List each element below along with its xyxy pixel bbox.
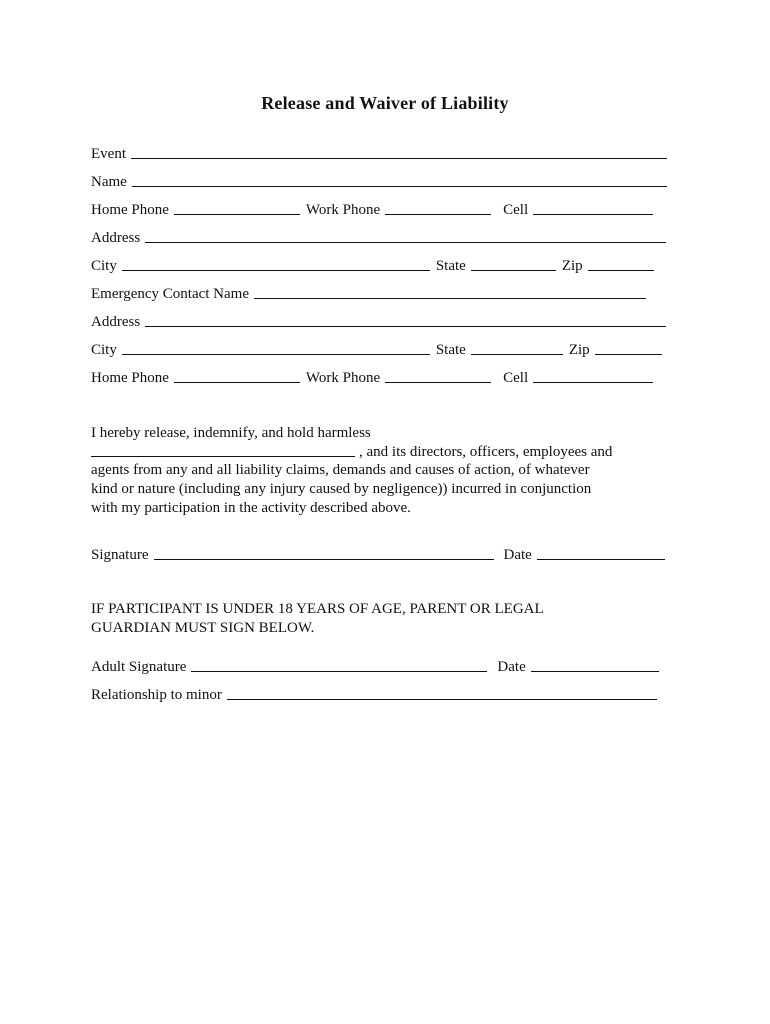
cell-label-2: Cell xyxy=(503,370,529,386)
release-paragraph xyxy=(91,424,691,518)
adult-date-field-line[interactable] xyxy=(531,671,659,672)
name-label: Name xyxy=(91,174,127,190)
state-field-line[interactable] xyxy=(471,270,556,271)
work-phone-field-line[interactable] xyxy=(385,214,491,215)
state-label-2: State xyxy=(435,342,466,358)
address-label: Address xyxy=(91,230,141,246)
minor-notice xyxy=(91,600,691,638)
adult-date-label: Date xyxy=(497,659,526,675)
release-line-2-row xyxy=(91,443,691,462)
cell-field-line[interactable] xyxy=(533,214,653,215)
home-phone-field-line-2[interactable] xyxy=(174,382,300,383)
address-row-1 xyxy=(91,227,672,247)
relationship-row xyxy=(91,684,663,704)
emergency-contact-label: Emergency Contact Name xyxy=(91,286,249,302)
zip-field-line-2[interactable] xyxy=(595,354,662,355)
adult-signature-field-line[interactable] xyxy=(191,671,487,672)
home-phone-field-line[interactable] xyxy=(174,214,300,215)
emergency-contact-row xyxy=(91,283,652,303)
minor-notice-line-1: IF PARTICIPANT IS UNDER 18 YEARS OF AGE, PARENT OR LEGAL xyxy=(91,601,544,617)
event-label: Event xyxy=(91,146,126,162)
work-phone-field-line-2[interactable] xyxy=(385,382,491,383)
relationship-label: Relationship to minor xyxy=(91,687,222,703)
date-field-line[interactable] xyxy=(537,559,665,560)
city-row-1 xyxy=(91,255,660,275)
event-field-line[interactable] xyxy=(131,158,667,159)
phone-row-1 xyxy=(91,199,659,219)
date-label: Date xyxy=(503,547,532,563)
zip-label: Zip xyxy=(561,258,583,274)
name-field-line[interactable] xyxy=(132,186,667,187)
state-field-line-2[interactable] xyxy=(471,354,563,355)
home-phone-label-2: Home Phone xyxy=(91,370,169,386)
city-row-2 xyxy=(91,339,668,359)
minor-notice-line-2: GUARDIAN MUST SIGN BELOW. xyxy=(91,620,315,636)
city-field-line[interactable] xyxy=(122,270,430,271)
emergency-contact-field-line[interactable] xyxy=(254,298,646,299)
home-phone-label: Home Phone xyxy=(91,202,169,218)
city-label-2: City xyxy=(91,342,117,358)
cell-field-line-2[interactable] xyxy=(533,382,653,383)
document-title: Release and Waiver of Liability xyxy=(261,93,509,113)
address-field-line-2[interactable] xyxy=(145,326,666,327)
relationship-field-line[interactable] xyxy=(227,699,657,700)
cell-label: Cell xyxy=(503,202,529,218)
release-line-2: , and its directors, officers, employees and xyxy=(359,443,613,460)
adult-signature-label: Adult Signature xyxy=(91,659,187,675)
organization-name-field-line[interactable] xyxy=(91,456,355,457)
signature-row xyxy=(91,544,671,564)
zip-field-line[interactable] xyxy=(588,270,654,271)
state-label: State xyxy=(435,258,466,274)
address-row-2 xyxy=(91,311,672,331)
city-field-line-2[interactable] xyxy=(122,354,430,355)
work-phone-label: Work Phone xyxy=(305,202,381,218)
signature-field-line[interactable] xyxy=(154,559,494,560)
release-line-5: with my participation in the activity described above. xyxy=(91,499,411,516)
name-row xyxy=(91,171,673,191)
adult-signature-row xyxy=(91,656,665,676)
signature-label: Signature xyxy=(91,547,149,563)
event-row xyxy=(91,143,673,163)
address-label-2: Address xyxy=(91,314,141,330)
phone-row-2 xyxy=(91,367,659,387)
city-label: City xyxy=(91,258,117,274)
zip-label-2: Zip xyxy=(568,342,590,358)
release-line-1: I hereby release, indemnify, and hold harmless xyxy=(91,425,371,441)
release-line-3: agents from any and all liability claims, demands and causes of action, of whatever xyxy=(91,462,590,479)
release-line-4: kind or nature (including any injury caused by negligence)) incurred in conjunction xyxy=(91,481,592,498)
address-field-line[interactable] xyxy=(145,242,666,243)
work-phone-label-2: Work Phone xyxy=(305,370,381,386)
